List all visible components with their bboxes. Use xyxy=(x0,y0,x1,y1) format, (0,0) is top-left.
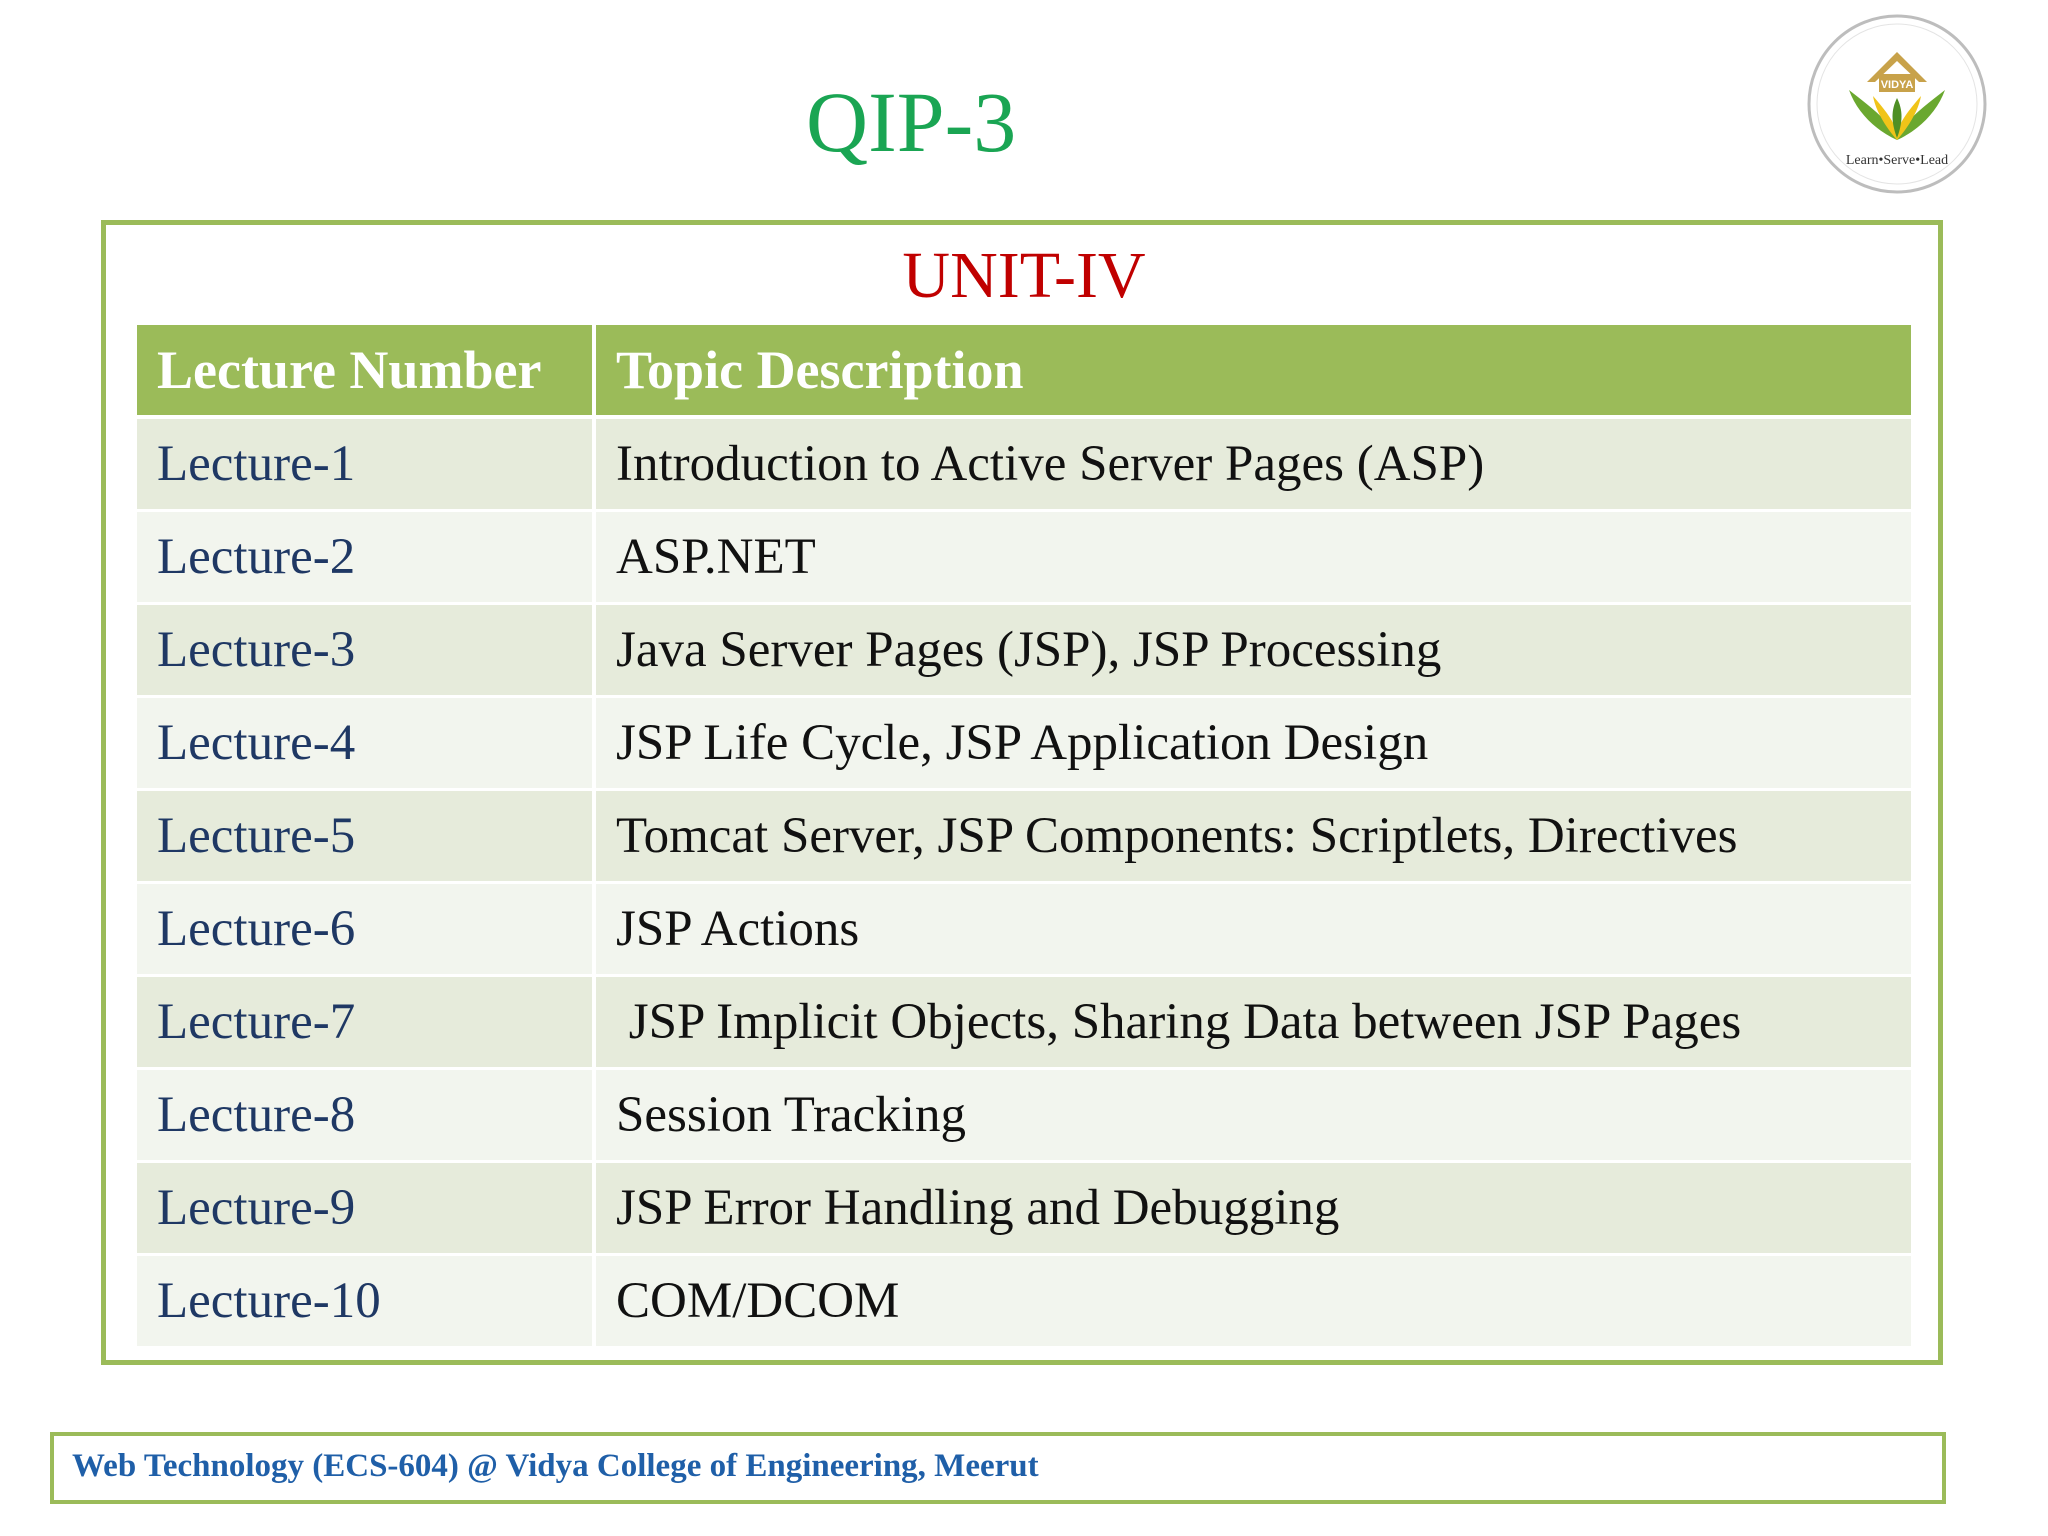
vidya-logo-icon xyxy=(1805,12,1990,197)
footer-text: Web Technology (ECS-604) @ Vidya College of Engineering, Meerut xyxy=(72,1448,1039,1484)
lecture-number-cell: Lecture-6 xyxy=(137,883,594,976)
table-row xyxy=(137,883,1911,976)
lecture-number-cell: Lecture-9 xyxy=(137,1162,594,1255)
unit-title: UNIT-IV xyxy=(902,239,1146,312)
table-row xyxy=(137,417,1911,511)
topic-cell: Java Server Pages (JSP), JSP Processing xyxy=(594,604,1911,697)
header-topic-description: Topic Description xyxy=(594,325,1911,417)
lecture-table xyxy=(137,325,1911,1349)
table-header-row xyxy=(137,325,1911,417)
lecture-number-cell: Lecture-10 xyxy=(137,1255,594,1348)
table-row xyxy=(137,1069,1911,1162)
lecture-number-cell: Lecture-5 xyxy=(137,790,594,883)
lecture-number-cell: Lecture-8 xyxy=(137,1069,594,1162)
topic-cell: COM/DCOM xyxy=(594,1255,1911,1348)
lecture-number-cell: Lecture-1 xyxy=(137,417,594,511)
topic-cell: JSP Actions xyxy=(594,883,1911,976)
lecture-number-cell: Lecture-7 xyxy=(137,976,594,1069)
table-row xyxy=(137,790,1911,883)
slide-title: QIP-3 xyxy=(806,74,1017,170)
logo-brand-text: VIDYA xyxy=(1880,79,1914,91)
topic-cell: JSP Implicit Objects, Sharing Data between JSP Pages xyxy=(594,976,1911,1069)
topic-cell: Tomcat Server, JSP Components: Scriptlets, Directives xyxy=(594,790,1911,883)
table-row xyxy=(137,697,1911,790)
topic-cell: Session Tracking xyxy=(594,1069,1911,1162)
logo-tagline: Learn•Serve•Lead xyxy=(1845,153,1949,168)
lecture-number-cell: Lecture-4 xyxy=(137,697,594,790)
lecture-number-cell: Lecture-2 xyxy=(137,511,594,604)
topic-cell: JSP Life Cycle, JSP Application Design xyxy=(594,697,1911,790)
topic-cell: ASP.NET xyxy=(594,511,1911,604)
topic-cell: Introduction to Active Server Pages (ASP) xyxy=(594,417,1911,511)
topic-cell: JSP Error Handling and Debugging xyxy=(594,1162,1911,1255)
table-row xyxy=(137,604,1911,697)
table-row xyxy=(137,1255,1911,1348)
lecture-number-cell: Lecture-3 xyxy=(137,604,594,697)
table-row xyxy=(137,511,1911,604)
table-row xyxy=(137,1162,1911,1255)
header-lecture-number: Lecture Number xyxy=(137,325,594,417)
table-row xyxy=(137,976,1911,1069)
